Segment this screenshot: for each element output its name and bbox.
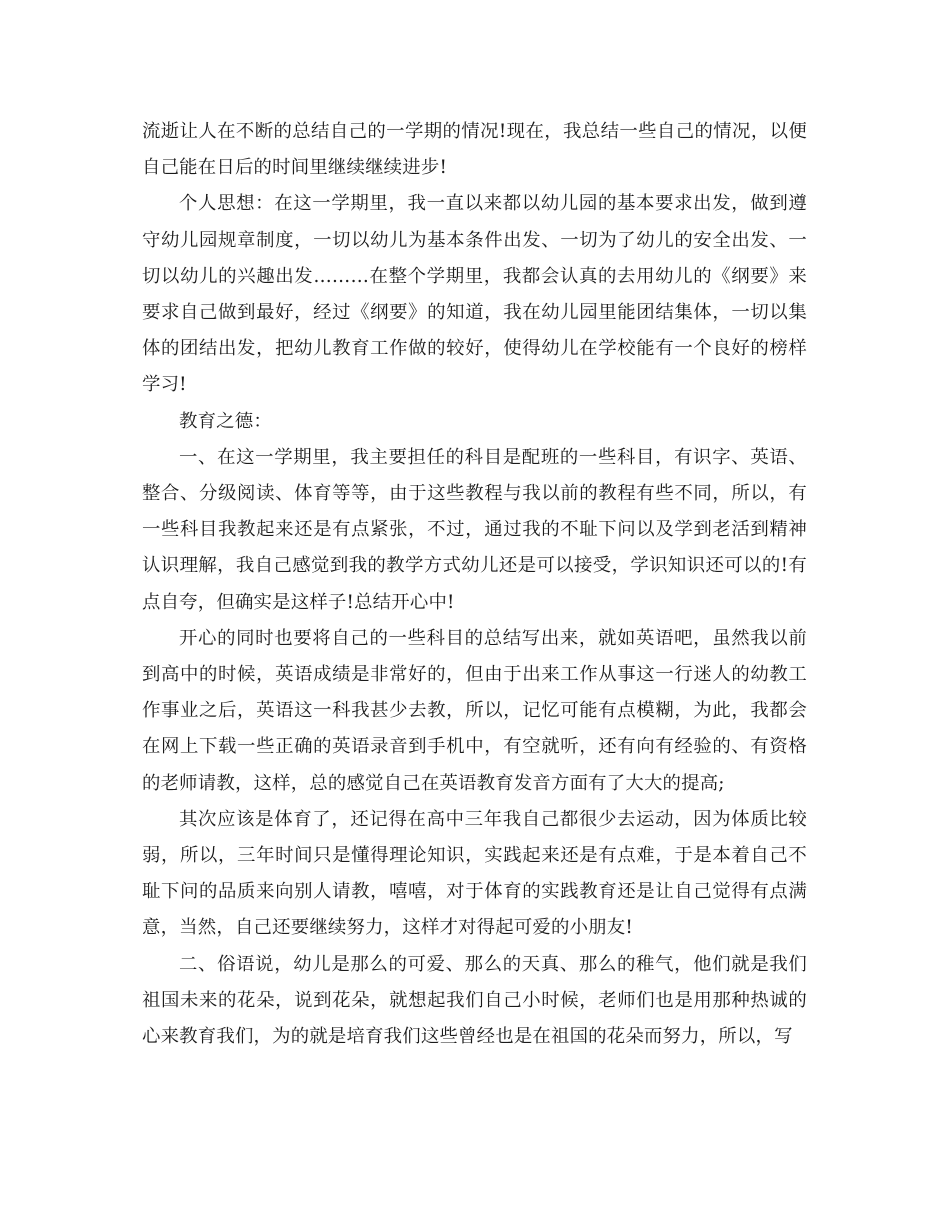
paragraph-education-heading: 教育之德：	[179, 410, 272, 432]
document-body	[142, 114, 807, 1055]
paragraph-intro: 流逝让人在不断的总结自己的一学期的情况!现在，我总结一些自己的情况，以便自己能在日后的时间里继续继续进步!	[142, 121, 807, 179]
paragraph-english-summary: 开心的同时也要将自己的一些科目的总结写出来，就如英语吧，虽然我以前到高中的时候，英语成绩是非常好的，但由于出来工作从事这一行迷人的幼教工作事业之后，英语这一科我甚少去教，所以，记忆可能有点模糊，为此，我都会在网上下载一些正确的英语录音到手机中，有空就听，还有向有经验的、有资格的老师请教，这样，总的感觉自己在英语教育发音方面有了大大的提高;	[142, 627, 807, 794]
paragraph-pe-summary: 其次应该是体育了，还记得在高中三年我自己都很少去运动，因为体质比较弱，所以，三年时间只是懂得理论知识，实践起来还是有点难，于是本着自己不耻下问的品质来向别人请教，嘻嘻，对于体育的实践教育还是让自己觉得有点满意，当然，自己还要继续努力，这样才对得起可爱的小朋友!	[142, 808, 807, 939]
paragraph-section-two: 二、俗语说，幼儿是那么的可爱、那么的天真、那么的稚气，他们就是我们祖国未来的花朵，说到花朵，就想起我们自己小时候，老师们也是用那种热诚的心来教育我们，为的就是培育我们这些曾经也是在祖国的花朵而努力，所以，写	[142, 953, 807, 1048]
paragraph-personal-thoughts: 个人思想：在这一学期里，我一直以来都以幼儿园的基本要求出发，做到遵守幼儿园规章制度，一切以幼儿为基本条件出发、一切为了幼儿的安全出发、一切以幼儿的兴趣出发………在整个学期里，我都会认真的去用幼儿的《纲要》来要求自己做到最好，经过《纲要》的知道，我在幼儿园里能团结集体，一切以集体的团结出发，把幼儿教育工作做的较好，使得幼儿在学校能有一个良好的榜样学习!	[142, 193, 807, 396]
paragraph-section-one: 一、在这一学期里，我主要担任的科目是配班的一些科目，有识字、英语、整合、分级阅读、体育等等，由于这些教程与我以前的教程有些不同，所以，有一些科目我教起来还是有点紧张，不过，通过我的不耻下问以及学到老活到精神认识理解，我自己感觉到我的教学方式幼儿还是可以接受，学识知识还可以的!有点自夸，但确实是这样子!总结开心中!	[142, 446, 807, 613]
